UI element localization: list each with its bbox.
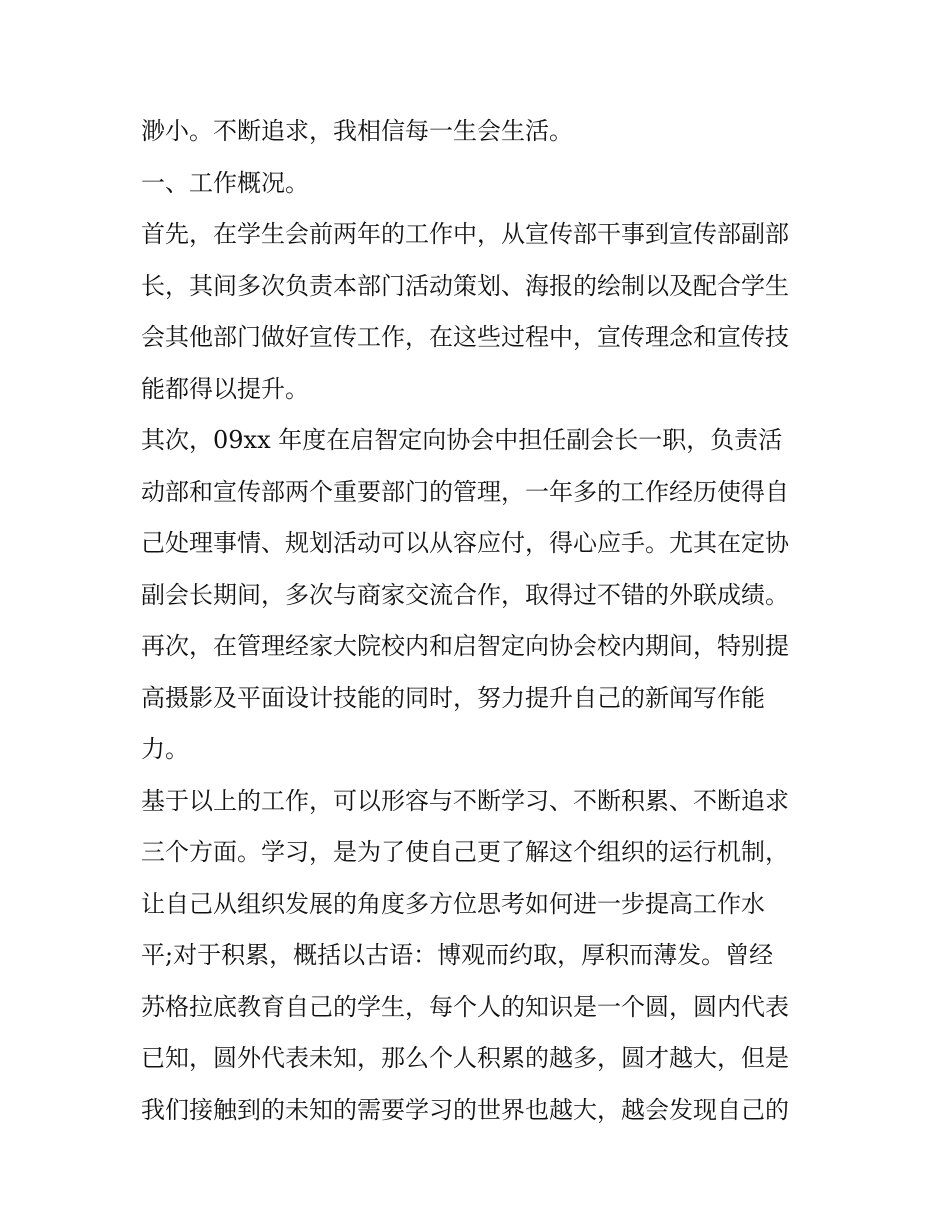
- text-line: 其次，09xx 年度在启智定向协会中担任副会长一职，负责活: [141, 426, 783, 454]
- text-line: 会其他部门做好宣传工作，在这些过程中，宣传理念和宣传技: [141, 323, 789, 351]
- text-line: 已知，圆外代表未知，那么个人积累的越多，圆才越大，但是: [141, 1044, 789, 1072]
- text-line: 三个方面。学习，是为了使自己更了解这个组织的运行机制，: [141, 838, 789, 866]
- text-line: 我们接触到的未知的需要学习的世界也越大，越会发现自己的: [141, 1095, 789, 1124]
- text-line: 力。: [141, 735, 189, 763]
- text-line: 苏格拉底教育自己的学生，每个人的知识是一个圆，圆内代表: [141, 992, 789, 1021]
- text-line: 能都得以提升。: [141, 374, 309, 403]
- section-heading: 一、工作概况。: [141, 168, 309, 197]
- text-line: 渺小。不断追求，我相信每一生会生活。: [141, 117, 573, 145]
- text-line: 动部和宣传部两个重要部门的管理，一年多的工作经历使得自: [141, 477, 789, 506]
- text-line: 长，其间多次负责本部门活动策划、海报的绘制以及配合学生: [141, 271, 789, 300]
- text-line: 高摄影及平面设计技能的同时，努力提升自己的新闻写作能: [141, 683, 765, 712]
- text-line: 平;对于积累，概括以古语：博观而约取，厚积而薄发。曾经: [141, 941, 774, 969]
- text-line: 己处理事情、规划活动可以从容应付，得心应手。尤其在定协: [141, 529, 789, 557]
- text-line: 副会长期间，多次与商家交流合作，取得过不错的外联成绩。: [141, 580, 789, 609]
- text-line: 再次，在管理经家大院校内和启智定向协会校内期间，特别提: [141, 632, 789, 660]
- text-line: 首先，在学生会前两年的工作中，从宣传部干事到宣传部副部: [141, 220, 789, 248]
- text-line: 让自己从组织发展的角度多方位思考如何进一步提高工作水: [141, 889, 765, 918]
- text-line: 基于以上的工作，可以形容与不断学习、不断积累、不断追求: [141, 786, 789, 815]
- document-body: [141, 106, 821, 1136]
